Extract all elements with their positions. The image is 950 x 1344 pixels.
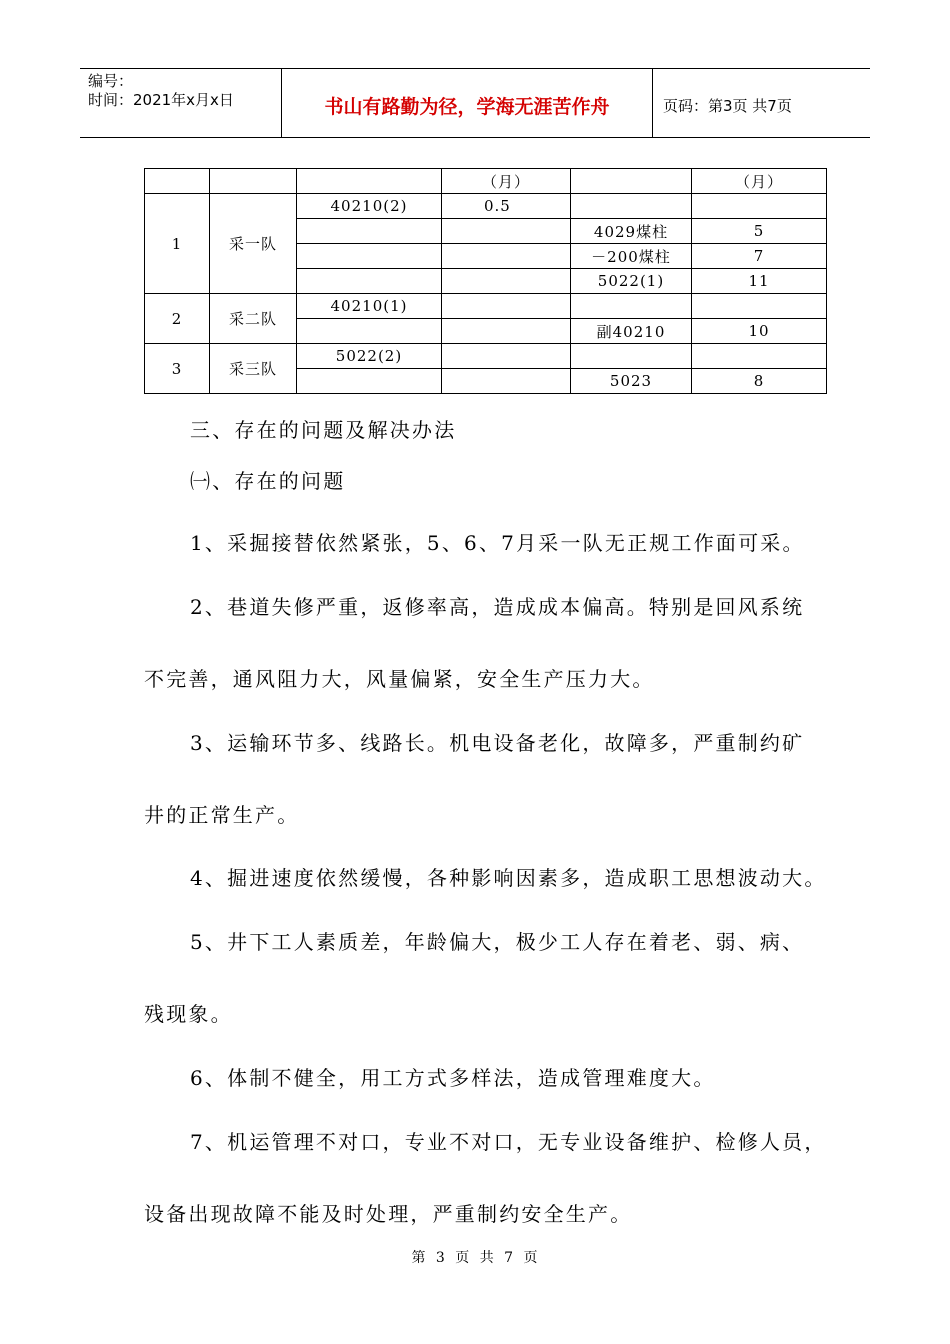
table-row: [145, 344, 827, 369]
current-face: 40210(1): [297, 294, 442, 319]
table-row: [145, 294, 827, 319]
next-face: [571, 344, 692, 369]
paragraph-line: 井的正常生产。: [144, 803, 300, 827]
section-heading: 三、存在的问题及解决办法: [190, 418, 457, 442]
team-number: 2: [145, 294, 210, 344]
next-months: [692, 294, 827, 319]
team-name: 采三队: [210, 344, 297, 394]
table-unit-row: [145, 169, 827, 194]
table-cell: （月）: [692, 169, 827, 194]
current-months: 0.5: [442, 194, 571, 219]
paragraph-line: 设备出现故障不能及时处理，严重制约安全生产。: [144, 1202, 633, 1226]
paragraph-line: 1、采掘接替依然紧张，5、6、7月采一队无正规工作面可采。: [190, 531, 805, 555]
page-footer: 第 3 页 共 7 页: [411, 1250, 539, 1266]
next-face: 5023: [571, 369, 692, 394]
paragraph-line: 残现象。: [144, 1002, 233, 1026]
header-motto: 书山有路勤为径，学海无涯苦作舟: [282, 69, 653, 137]
next-months: 7: [692, 244, 827, 269]
table-cell: [145, 169, 210, 194]
team-name: 采一队: [210, 194, 297, 294]
number-label: 编号：: [88, 72, 134, 90]
team-number: 1: [145, 194, 210, 294]
table-cell: [210, 169, 297, 194]
paragraph-line: 4、掘进速度依然缓慢，各种影响因素多，造成职工思想波动大。: [190, 866, 827, 890]
next-face: 副40210: [571, 319, 692, 344]
sub-heading: ㈠、存在的问题: [190, 469, 346, 493]
next-months: 5: [692, 219, 827, 244]
succession-table: [144, 168, 827, 394]
table-cell: （月）: [442, 169, 571, 194]
team-number: 3: [145, 344, 210, 394]
current-months: [442, 269, 571, 294]
team-name: 采二队: [210, 294, 297, 344]
header-page-info: 页码：第3页 共7页: [663, 96, 792, 115]
current-face: [297, 369, 442, 394]
current-months: [442, 244, 571, 269]
next-months: 11: [692, 269, 827, 294]
next-face: [571, 294, 692, 319]
current-months: [442, 219, 571, 244]
current-months: [442, 369, 571, 394]
current-months: [442, 294, 571, 319]
paragraph-line: 2、巷道失修严重，返修率高，造成成本偏高。特别是回风系统: [190, 595, 805, 619]
current-face: 5022(2): [297, 344, 442, 369]
table-row: [145, 194, 827, 219]
table-cell: [297, 169, 442, 194]
next-face: [571, 194, 692, 219]
table-cell: [571, 169, 692, 194]
next-months: 8: [692, 369, 827, 394]
next-months: [692, 194, 827, 219]
paragraph-line: 3、运输环节多、线路长。机电设备老化，故障多，严重制约矿: [190, 731, 805, 755]
current-face: [297, 319, 442, 344]
current-face: [297, 269, 442, 294]
paragraph-line: 6、体制不健全，用工方式多样法，造成管理难度大。: [190, 1066, 716, 1090]
next-face: 4029煤柱: [571, 219, 692, 244]
paragraph-line: 不完善，通风阻力大，风量偏紧，安全生产压力大。: [144, 667, 655, 691]
current-months: [442, 344, 571, 369]
next-months: [692, 344, 827, 369]
current-months: [442, 319, 571, 344]
page-header: [80, 68, 870, 138]
current-face: 40210(2): [297, 194, 442, 219]
next-face: －200煤柱: [571, 244, 692, 269]
next-face: 5022(1): [571, 269, 692, 294]
current-face: [297, 219, 442, 244]
header-meta: [80, 69, 282, 137]
current-face: [297, 244, 442, 269]
next-months: 10: [692, 319, 827, 344]
paragraph-line: 7、机运管理不对口，专业不对口，无专业设备维护、检修人员，: [190, 1130, 827, 1154]
time-label: 时间：2021年x月x日: [88, 91, 234, 109]
paragraph-line: 5、井下工人素质差，年龄偏大，极少工人存在着老、弱、病、: [190, 930, 805, 954]
